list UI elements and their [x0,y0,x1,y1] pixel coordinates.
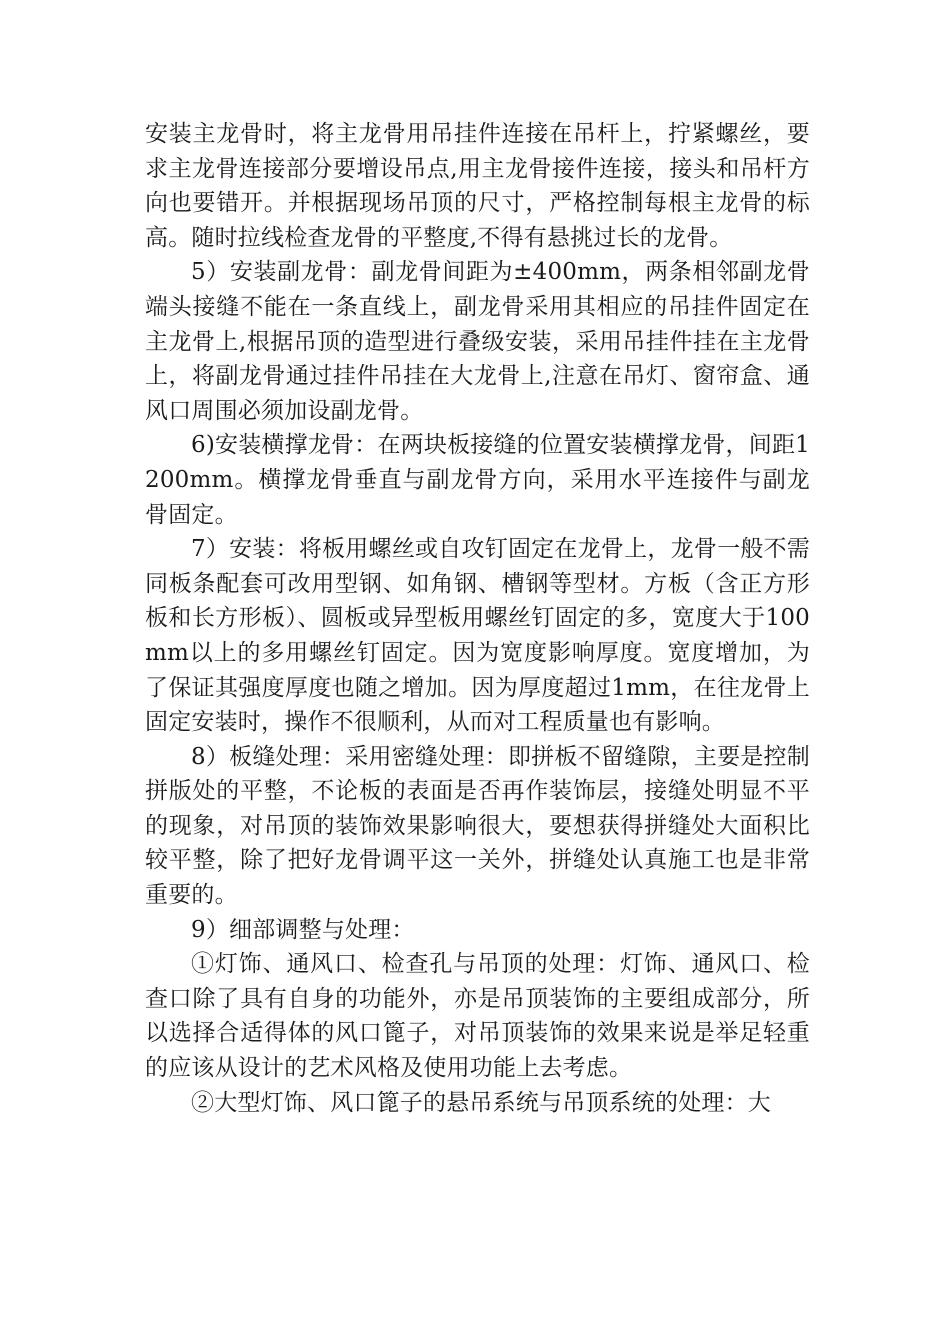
paragraph-panel-install: 7）安装：将板用螺丝或自攻钉固定在龙骨上，龙骨一般不需同板条配套可改用型钢、如角钢、槽钢等型材。方板（含正方形板和长方形板）、圆板或异型板用螺丝钉固定的多，宽度大于100mm以上的多用螺丝钉固定。因为宽度影响厚度。宽度增加，为了保证其强度厚度也随之增加。因为厚度超过1mm，在往龙骨上固定安装时，操作不很顺利，从而对工程质量也有影响。 [145,536,810,736]
paragraph-detail-heading: 9）细部调整与处理： [191,916,415,943]
document-body [145,117,810,1120]
paragraph-lighting-vents: ①灯饰、通风口、检查孔与吊顶的处理：灯饰、通风口、检查口除了具有自身的功能外，亦是吊顶装饰的主要组成部分，所以选择合适得体的风口篦子，对吊顶装饰的效果来说是举足轻重的应该从设计的艺术风格及使用功能上去考虑。 [145,951,810,1082]
paragraph-seam-treatment: 8）板缝处理：采用密缝处理：即拼板不留缝隙，主要是控制拼版处的平整，不论板的表面是否再作装饰层，接缝处明显不平的现象，对吊顶的装饰效果影响很大，要想获得拼缝处大面积比较平整，除了把好龙骨调平这一关外，拼缝处认真施工也是非常重要的。 [145,743,810,909]
paragraph-cross-keel: 6)安装横撑龙骨：在两块板接缝的位置安装横撑龙骨，间距1200mm。横撑龙骨垂直与副龙骨方向，采用水平连接件与副龙骨固定。 [145,432,810,528]
paragraph-main-keel-install: 安装主龙骨时，将主龙骨用吊挂件连接在吊杆上，拧紧螺丝，要求主龙骨连接部分要增设吊点,用主龙骨接件连接，接头和吊杆方向也要错开。并根据现场吊顶的尺寸，严格控制每根主龙骨的标高。随时拉线检查龙骨的平整度,不得有悬挑过长的龙骨。 [145,121,810,251]
paragraph-large-fixtures: ②大型灯饰、风口篦子的悬吊系统与吊顶系统的处理：大 [191,1089,771,1116]
paragraph-secondary-keel: 5）安装副龙骨：副龙骨间距为±400mm，两条相邻副龙骨端头接缝不能在一条直线上，副龙骨采用其相应的吊挂件固定在主龙骨上,根据吊顶的造型进行叠级安装，采用吊挂件挂在主龙骨上，将副龙骨通过挂件吊挂在大龙骨上,注意在吊灯、窗帘盒、通风口周围必须加设副龙骨。 [145,259,810,424]
